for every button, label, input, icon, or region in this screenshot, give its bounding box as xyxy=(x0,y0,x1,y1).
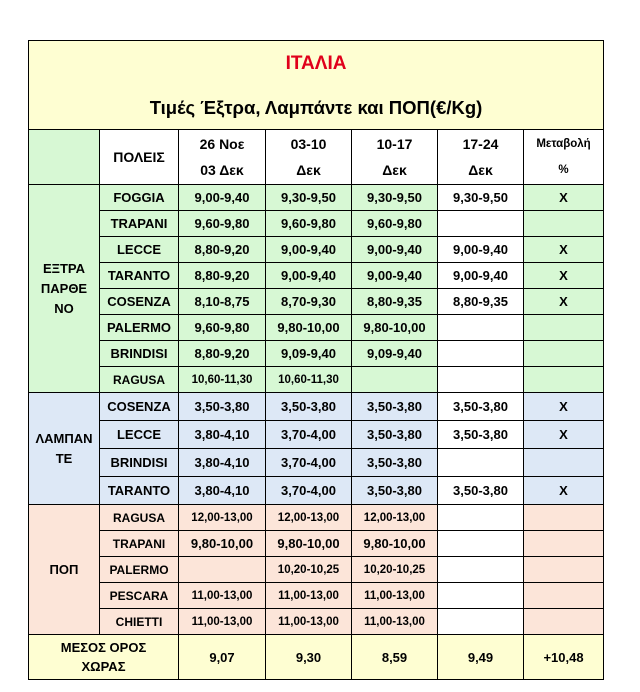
table-row xyxy=(29,289,604,315)
table-row xyxy=(29,421,604,449)
price-w1-cell: 8,80-9,20 xyxy=(179,263,266,289)
change-header xyxy=(524,130,604,185)
price-w2-cell: 3,70-4,00 xyxy=(266,477,352,505)
price-w2-cell: 9,30-9,50 xyxy=(266,185,352,211)
price-w1-cell: 11,00-13,00 xyxy=(179,609,266,635)
category-label-line: ΤΕ xyxy=(55,450,73,466)
category-label-line: ΝΟ xyxy=(54,300,74,316)
corner-cell xyxy=(29,130,100,185)
price-w4-cell xyxy=(438,315,524,341)
price-w1-cell xyxy=(179,557,266,583)
price-w3-cell xyxy=(352,367,438,393)
week3-header xyxy=(352,130,438,185)
week1-header xyxy=(179,130,266,185)
city-cell: FOGGIA xyxy=(100,185,179,211)
change-cell: X xyxy=(524,237,604,263)
price-w2-cell: 9,00-9,40 xyxy=(266,263,352,289)
price-w3-cell: 3,50-3,80 xyxy=(352,421,438,449)
price-w4-cell xyxy=(438,609,524,635)
category-label-line: ΛΑΜΠΑΝ xyxy=(35,430,93,446)
price-w2-cell: 3,70-4,00 xyxy=(266,421,352,449)
table-row xyxy=(29,341,604,367)
title-cell xyxy=(29,41,604,130)
price-w3-cell: 11,00-13,00 xyxy=(352,583,438,609)
week2-header-line1: 03-10 xyxy=(290,136,327,152)
change-cell: X xyxy=(524,185,604,211)
lampante-category-label xyxy=(29,393,100,505)
table-row xyxy=(29,531,604,557)
table-row xyxy=(29,393,604,421)
price-w3-cell: 3,50-3,80 xyxy=(352,477,438,505)
category-label-line: ΕΞΤΡΑ xyxy=(42,260,86,276)
change-cell: X xyxy=(524,421,604,449)
price-w4-cell xyxy=(438,531,524,557)
city-cell: RAGUSA xyxy=(100,367,179,393)
price-w2-cell: 12,00-13,00 xyxy=(266,505,352,531)
price-w3-cell: 9,80-10,00 xyxy=(352,315,438,341)
price-w3-cell: 9,00-9,40 xyxy=(352,263,438,289)
change-cell xyxy=(524,583,604,609)
price-w1-cell: 9,60-9,80 xyxy=(179,211,266,237)
change-cell xyxy=(524,315,604,341)
price-w4-cell: 3,50-3,80 xyxy=(438,477,524,505)
week4-header-line1: 17-24 xyxy=(462,136,499,152)
price-table xyxy=(28,40,604,680)
price-w3-cell: 3,50-3,80 xyxy=(352,449,438,477)
price-w3-cell: 9,80-10,00 xyxy=(352,531,438,557)
price-w3-cell: 3,50-3,80 xyxy=(352,393,438,421)
table-row xyxy=(29,609,604,635)
category-label-line: ΠΟΠ xyxy=(49,561,79,577)
table-row xyxy=(29,211,604,237)
price-w2-cell: 9,80-10,00 xyxy=(266,531,352,557)
price-w1-cell: 12,00-13,00 xyxy=(179,505,266,531)
country-title: ΙΤΑΛΙΑ xyxy=(285,53,347,74)
table-row xyxy=(29,237,604,263)
change-cell xyxy=(524,505,604,531)
change-cell: X xyxy=(524,263,604,289)
price-w1-cell: 11,00-13,00 xyxy=(179,583,266,609)
change-cell xyxy=(524,609,604,635)
price-w2-cell: 11,00-13,00 xyxy=(266,609,352,635)
price-w2-cell: 9,80-10,00 xyxy=(266,315,352,341)
table-subtitle: Τιμές Έξτρα, Λαμπάντε και ΠΟΠ(€/Kg) xyxy=(149,97,483,118)
price-w4-cell xyxy=(438,557,524,583)
table-row xyxy=(29,477,604,505)
change-cell xyxy=(524,557,604,583)
price-w4-cell: 3,50-3,80 xyxy=(438,393,524,421)
extra-category-label xyxy=(29,185,100,393)
change-cell: X xyxy=(524,477,604,505)
price-w4-cell xyxy=(438,211,524,237)
price-w1-cell: 3,50-3,80 xyxy=(179,393,266,421)
price-w3-cell: 10,20-10,25 xyxy=(352,557,438,583)
city-cell: LECCE xyxy=(100,237,179,263)
price-w2-cell: 9,09-9,40 xyxy=(266,341,352,367)
table-row xyxy=(29,449,604,477)
pop-category-label xyxy=(29,505,100,635)
average-label-line: ΜΕΣΟΣ ΟΡΟΣ xyxy=(60,640,147,655)
city-cell: COSENZA xyxy=(100,393,179,421)
city-cell: BRINDISI xyxy=(100,449,179,477)
price-w3-cell: 9,60-9,80 xyxy=(352,211,438,237)
change-cell xyxy=(524,211,604,237)
week1-header-line1: 26 Νοε xyxy=(199,136,245,152)
city-cell: BRINDISI xyxy=(100,341,179,367)
price-w1-cell: 8,10-8,75 xyxy=(179,289,266,315)
table-row xyxy=(29,367,604,393)
table-row xyxy=(29,185,604,211)
change-cell xyxy=(524,449,604,477)
week4-header xyxy=(438,130,524,185)
week2-header xyxy=(266,130,352,185)
table-row xyxy=(29,583,604,609)
city-cell: TRAPANI xyxy=(100,531,179,557)
change-header-line1: Μεταβολή xyxy=(536,138,591,150)
price-w1-cell: 3,80-4,10 xyxy=(179,421,266,449)
price-w2-cell: 10,20-10,25 xyxy=(266,557,352,583)
city-cell: PALERMO xyxy=(100,315,179,341)
price-w1-cell: 3,80-4,10 xyxy=(179,449,266,477)
price-w4-cell: 9,30-9,50 xyxy=(438,185,524,211)
price-w1-cell: 8,80-9,20 xyxy=(179,341,266,367)
table-row xyxy=(29,505,604,531)
change-cell xyxy=(524,531,604,557)
average-w4-cell: 9,49 xyxy=(438,635,524,680)
price-w2-cell: 8,70-9,30 xyxy=(266,289,352,315)
price-w1-cell: 10,60-11,30 xyxy=(179,367,266,393)
city-cell: TRAPANI xyxy=(100,211,179,237)
price-w4-cell xyxy=(438,341,524,367)
table-row xyxy=(29,315,604,341)
change-header-line2: % xyxy=(558,164,569,176)
price-w4-cell xyxy=(438,583,524,609)
average-w2-cell: 9,30 xyxy=(266,635,352,680)
price-w2-cell: 10,60-11,30 xyxy=(266,367,352,393)
week2-header-line2: Δεκ xyxy=(296,162,321,178)
average-w1-cell: 9,07 xyxy=(179,635,266,680)
change-cell xyxy=(524,341,604,367)
price-w4-cell xyxy=(438,505,524,531)
price-w3-cell: 9,30-9,50 xyxy=(352,185,438,211)
price-w2-cell: 3,70-4,00 xyxy=(266,449,352,477)
price-w1-cell: 9,80-10,00 xyxy=(179,531,266,557)
average-label-line: ΧΩΡΑΣ xyxy=(81,659,126,674)
city-cell: TARANTO xyxy=(100,263,179,289)
price-w1-cell: 3,80-4,10 xyxy=(179,477,266,505)
price-w4-cell: 3,50-3,80 xyxy=(438,421,524,449)
city-cell: PALERMO xyxy=(100,557,179,583)
week4-header-line2: Δεκ xyxy=(468,162,493,178)
price-w4-cell: 9,00-9,40 xyxy=(438,237,524,263)
title-row xyxy=(29,41,604,130)
price-w2-cell: 9,60-9,80 xyxy=(266,211,352,237)
city-cell: COSENZA xyxy=(100,289,179,315)
price-w3-cell: 9,09-9,40 xyxy=(352,341,438,367)
price-w2-cell: 3,50-3,80 xyxy=(266,393,352,421)
city-cell: TARANTO xyxy=(100,477,179,505)
average-w3-cell: 8,59 xyxy=(352,635,438,680)
city-cell: PESCARA xyxy=(100,583,179,609)
price-w3-cell: 9,00-9,40 xyxy=(352,237,438,263)
category-label-line: ΠΑΡΘΕ xyxy=(40,280,88,296)
price-w1-cell: 8,80-9,20 xyxy=(179,237,266,263)
city-cell: RAGUSA xyxy=(100,505,179,531)
price-w4-cell xyxy=(438,449,524,477)
change-cell xyxy=(524,367,604,393)
week1-header-line2: 03 Δεκ xyxy=(200,162,244,178)
table-row xyxy=(29,557,604,583)
average-change-cell: +10,48 xyxy=(524,635,604,680)
price-w4-cell xyxy=(438,367,524,393)
price-w4-cell: 9,00-9,40 xyxy=(438,263,524,289)
price-w3-cell: 11,00-13,00 xyxy=(352,609,438,635)
average-label xyxy=(29,635,179,680)
price-w1-cell: 9,00-9,40 xyxy=(179,185,266,211)
price-w4-cell: 8,80-9,35 xyxy=(438,289,524,315)
change-cell: X xyxy=(524,289,604,315)
week3-header-line1: 10-17 xyxy=(376,136,413,152)
table-row xyxy=(29,263,604,289)
price-w3-cell: 12,00-13,00 xyxy=(352,505,438,531)
change-cell: X xyxy=(524,393,604,421)
city-cell: LECCE xyxy=(100,421,179,449)
price-w1-cell: 9,60-9,80 xyxy=(179,315,266,341)
price-table-sheet xyxy=(28,40,603,680)
week3-header-line2: Δεκ xyxy=(382,162,407,178)
city-cell: CHIETTI xyxy=(100,609,179,635)
price-w3-cell: 8,80-9,35 xyxy=(352,289,438,315)
column-header-row xyxy=(29,130,604,185)
cities-header: ΠΟΛΕΙΣ xyxy=(100,130,179,185)
average-row xyxy=(29,635,604,680)
price-w2-cell: 11,00-13,00 xyxy=(266,583,352,609)
price-w2-cell: 9,00-9,40 xyxy=(266,237,352,263)
